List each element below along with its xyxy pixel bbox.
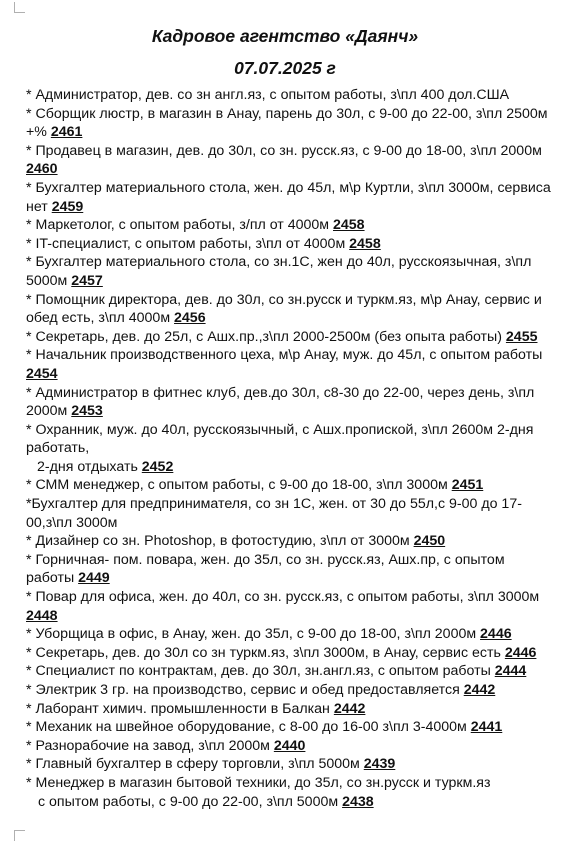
vacancy-code: 2444 (494, 663, 527, 680)
vacancy-line (26, 160, 566, 179)
page-corner-mark-top (14, 2, 25, 13)
vacancy-item (26, 551, 566, 588)
vacancy-text: * Специалист по контрактам, дев. до 30л, зн.англ.яз, с опытом работы (26, 663, 495, 680)
vacancy-code: 2446 (480, 626, 512, 643)
vacancy-code: 2460 (26, 161, 58, 178)
vacancy-text: * Охранник, муж. до 40л, русскоязычный, с Ашх.пропиской, з\пл 2600м 2-дня (26, 421, 534, 438)
document-date: 07.07.2025 г (234, 58, 336, 78)
vacancy-item (26, 495, 566, 532)
vacancy-item (26, 142, 566, 179)
vacancy-item (26, 216, 566, 235)
vacancy-item (26, 755, 566, 774)
vacancy-text: * Повар для офиса, жен. до 40л, со зн. русск.яз, с опытом работы, з\пл 3000м (26, 589, 540, 606)
vacancy-code: 2450 (413, 533, 446, 550)
vacancy-line (26, 718, 566, 737)
vacancy-text: * Лаборант химич. промышленности в Балкан (26, 700, 334, 717)
vacancy-item (26, 86, 566, 105)
vacancy-item (26, 105, 566, 142)
vacancy-text: * Секретарь, дев. до 25л, с Ашх.пр.,з\пл 2000-2500м (без опыта работы) (26, 328, 506, 345)
vacancy-item (26, 718, 566, 737)
vacancy-line (26, 793, 566, 812)
vacancy-line (26, 253, 566, 272)
vacancy-item (26, 681, 566, 700)
vacancy-line (26, 365, 566, 384)
vacancy-line (26, 123, 566, 142)
vacancy-line (26, 179, 566, 198)
vacancy-text: * Маркетолог, с опытом работы, з/пл от 4000м (26, 217, 333, 234)
vacancy-line (26, 216, 566, 235)
vacancy-text: * Уборщица в офис, в Анау, жен. до 35л, с 9-00 до 18-00, з\пл 2000м (26, 626, 481, 643)
vacancy-line (26, 346, 566, 365)
vacancy-line (26, 291, 566, 310)
vacancy-text: * Сборщик люстр, в магазин в Анау, парень до 30л, с 9-00 до 22-00, з\пл 2500м (26, 105, 548, 122)
vacancy-item (26, 179, 566, 216)
vacancy-code: 2442 (333, 700, 366, 717)
vacancy-text: *Бухгалтер для предпринимателя, со зн 1С, жен. от 30 до 55л,с 9-00 до 17- (26, 496, 522, 513)
vacancy-list (26, 86, 566, 811)
vacancy-item (26, 700, 566, 719)
vacancy-text: * Продавец в магазин, дев. до 30л, со зн. русск.яз, с 9-00 до 18-00, з\пл 2000м (26, 142, 542, 159)
vacancy-item (26, 421, 566, 477)
vacancy-line (26, 737, 566, 756)
vacancy-code: 2454 (26, 365, 58, 382)
vacancy-text: * Электрик 3 гр. на производство, сервис и обед предоставляется (26, 682, 464, 698)
vacancy-code: 2456 (174, 310, 206, 327)
vacancy-text: * Бухгалтер материального стола, жен. до 45л, м\р Куртли, з\пл 3000м, сервиса (26, 179, 551, 196)
vacancy-code: 2441 (470, 719, 503, 736)
vacancy-code: 2439 (363, 756, 396, 773)
vacancy-line (26, 384, 566, 403)
vacancy-line (26, 774, 566, 793)
vacancy-text: 00,з\пл 3000м (26, 514, 118, 531)
vacancy-item (26, 625, 566, 644)
vacancy-item (26, 644, 566, 663)
vacancy-line (26, 551, 566, 570)
vacancy-text: * IT-специалист, с опытом работы, з\пл от 4000м (26, 235, 350, 252)
vacancy-line (26, 495, 566, 514)
vacancy-text: с опытом работы, с 9-00 до 22-00, з\пл 5000м (38, 793, 343, 810)
vacancy-text: обед есть, з\пл 4000м (26, 310, 175, 327)
vacancy-code: 2449 (78, 570, 110, 587)
vacancy-line (26, 198, 566, 217)
vacancy-text: * Бухгалтер материального стола, со зн.1С, жен до 40л, русскоязычная, з\пл (26, 254, 532, 271)
vacancy-text: * Главный бухгалтер в сферу торговли, з\пл 5000м (26, 756, 364, 773)
vacancy-text: * Секретарь, дев. до 30л со зн туркм.яз, з\пл 3000м, в Анау, сервис есть (26, 644, 505, 661)
vacancy-code: 2455 (505, 328, 538, 345)
page-corner-mark-bottom (14, 830, 25, 841)
vacancy-line (26, 569, 566, 588)
vacancy-text: * Дизайнер со зн. Photoshop, в фотостудию, з\пл от 3000м (26, 533, 414, 550)
vacancy-text: нет (26, 198, 52, 215)
vacancy-code: 2458 (333, 217, 365, 234)
vacancy-text: работать, (26, 440, 90, 457)
vacancy-code: 2458 (349, 235, 381, 252)
vacancy-line (26, 142, 566, 161)
vacancy-line (26, 514, 566, 533)
vacancy-line (26, 755, 566, 774)
vacancy-text: +% (26, 124, 51, 141)
vacancy-item (26, 291, 566, 328)
vacancy-text: * Менеджер в магазин бытовой техники, до 35л, со зн.русск и туркм.яз (26, 774, 491, 791)
vacancy-text: 2000м (26, 403, 72, 420)
vacancy-line (26, 644, 566, 663)
vacancy-text: * Администратор в фитнес клуб, дев.до 30л, с8-30 до 22-00, через день, з\пл (26, 384, 535, 401)
vacancy-line (26, 235, 566, 254)
vacancy-code: 2442 (463, 682, 496, 698)
vacancy-line (26, 662, 566, 681)
vacancy-text: * Горничная- пом. повара, жен. до 35л, со зн. русск.яз, Ашх.пр, с опытом (26, 551, 505, 568)
vacancy-line (26, 328, 566, 347)
vacancy-item (26, 476, 566, 495)
vacancy-text: 5000м (26, 272, 72, 289)
vacancy-text: * Помощник директора, дев. до 30л, со зн.русск и туркм.яз, м\р Анау, сервис и (26, 291, 542, 308)
vacancy-code: 2451 (451, 477, 484, 494)
vacancy-item (26, 532, 566, 551)
vacancy-code: 2453 (71, 403, 103, 420)
vacancy-item (26, 235, 566, 254)
vacancy-text: 2-дня отдыхать (37, 458, 142, 475)
vacancy-code: 2461 (50, 124, 83, 141)
vacancy-code: 2438 (342, 793, 374, 810)
vacancy-line (26, 105, 566, 124)
vacancy-line (26, 607, 566, 626)
vacancy-item (26, 253, 566, 290)
vacancy-line (26, 681, 566, 700)
vacancy-item (26, 774, 566, 811)
vacancy-line (26, 421, 566, 440)
vacancy-line (26, 532, 566, 551)
vacancy-line (26, 588, 566, 607)
vacancy-code: 2440 (273, 737, 306, 754)
vacancy-line (26, 439, 566, 458)
vacancy-code: 2448 (26, 607, 58, 624)
vacancy-item (26, 588, 566, 625)
vacancy-item (26, 384, 566, 421)
vacancy-code: 2446 (504, 644, 537, 661)
vacancy-text: * Начальник производственного цеха, м\р Анау, муж. до 45л, с опытом работы (26, 347, 543, 364)
agency-title: Кадровое агентство «Даянч» (151, 26, 419, 46)
vacancy-text: работы (26, 570, 79, 587)
vacancy-text: * Администратор, дев. со зн англ.яз, с опытом работы, з\пл 400 дол.США (26, 87, 510, 103)
vacancy-text: * СММ менеджер, с опытом работы, с 9-00 до 18-00, з\пл 3000м (26, 477, 452, 494)
vacancy-item (26, 328, 566, 347)
vacancy-code: 2459 (51, 198, 84, 215)
vacancy-line (26, 700, 566, 719)
vacancy-text: * Механик на швейное оборудование, с 8-00 до 16-00 з\пл 3-4000м (26, 719, 471, 736)
vacancy-line (26, 625, 566, 644)
vacancy-line (26, 86, 566, 105)
vacancy-code: 2457 (71, 272, 103, 289)
vacancy-line (26, 476, 566, 495)
vacancy-item (26, 662, 566, 681)
vacancy-line (26, 272, 566, 291)
vacancy-item (26, 737, 566, 756)
vacancy-text: * Разнорабочие на завод, з\пл 2000м (26, 737, 274, 754)
vacancy-line (26, 309, 566, 328)
vacancy-line (26, 402, 566, 421)
vacancy-code: 2452 (141, 458, 174, 475)
vacancy-item (26, 346, 566, 383)
vacancy-line (26, 458, 566, 477)
